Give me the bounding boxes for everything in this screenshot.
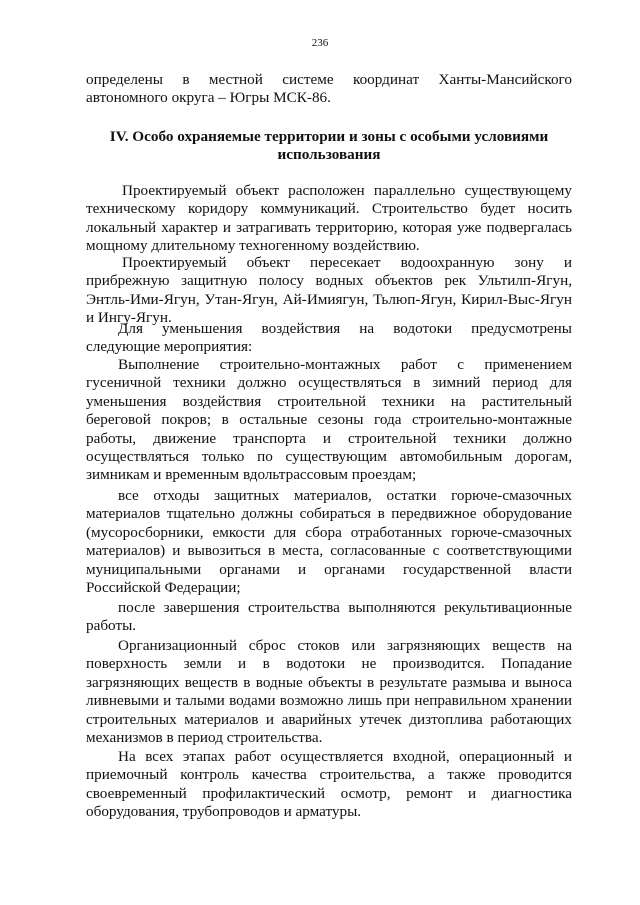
paragraph-4: Выполнение строительно-монтажных работ с применением гусеничной техники должно осуществляться в зимний период для уменьшения воздействия строительной техники на растительный береговой покров; в остальные сезоны года строительно-монтажные работы, движение транспорта и строительной техники должно осуществляться только по существующим автомобильным дорогам, зимникам и временным вдольтрассовым проездам; bbox=[86, 356, 572, 484]
section-heading bbox=[86, 128, 572, 165]
paragraph-3-block bbox=[86, 320, 572, 357]
paragraph-8-block bbox=[86, 748, 572, 822]
section-heading-line-2: использования bbox=[277, 146, 381, 164]
paragraph-1-block bbox=[86, 182, 572, 256]
paragraph-3: Для уменьшения воздействия на водотоки предусмотрены следующие мероприятия: bbox=[86, 320, 572, 356]
paragraph-5: все отходы защитных материалов, остатки горюче-смазочных материалов тщательно должны собираться в передвижное оборудование (мусоросборники, емкости для сбора отработанных горюче-смазочных материалов) и вывозиться в места, согласованные с соответствующими муниципальными органами и органами государственной власти Российской Федерации; bbox=[86, 487, 572, 597]
paragraph-2-block bbox=[86, 254, 572, 328]
paragraph-2: Проектируемый объект пересекает водоохранную зону и прибрежную защитную полосу водных объектов рек Ультилп-Ягун, Энтль-Ими-Ягун, Утан-Ягун, Ай-Имиягун, Тьлюп-Ягун, Кирил-Выс-Ягун и Ингу-Ягун. bbox=[86, 254, 572, 327]
paragraph-1: Проектируемый объект расположен параллельно существующему техническому коридору коммуникаций. Строительство будет носить локальный характер и затрагивать территорию, которая уже подвергалась мощному длительному техногенному воздействию. bbox=[86, 182, 572, 255]
paragraph-5-block bbox=[86, 487, 572, 597]
intro-line-2: автономного округа – Югры МСК-86. bbox=[86, 89, 331, 107]
intro-line-1: определены в местной системе координат Ханты-Мансийского bbox=[86, 71, 572, 88]
paragraph-4-block bbox=[86, 356, 572, 485]
paragraph-6: после завершения строительства выполняются рекультивационные работы. bbox=[86, 599, 572, 635]
paragraph-7: Организационный сброс стоков или загрязняющих веществ на поверхность земли и в водотоки не производится. Попадание загрязняющих веществ в водные объекты в результате размыва и выноса ливневыми и талыми водами возможно лишь при неправильном хранении строительных материалов и аварийных утечек дизтоплива работающих механизмов в период строительства. bbox=[86, 637, 572, 747]
paragraph-7-block bbox=[86, 637, 572, 747]
intro-text bbox=[86, 71, 572, 108]
page-number: 236 bbox=[311, 37, 329, 49]
section-heading-line-1: IV. Особо охраняемые территории и зоны с особыми условиями bbox=[109, 128, 549, 145]
paragraph-8: На всех этапах работ осуществляется входной, операционный и приемочный контроль качества строительства, а также проводится своевременный профилактический осмотр, ремонт и диагностика оборудования, трубопроводов и арматуры. bbox=[86, 748, 572, 821]
paragraph-6-block bbox=[86, 599, 572, 636]
